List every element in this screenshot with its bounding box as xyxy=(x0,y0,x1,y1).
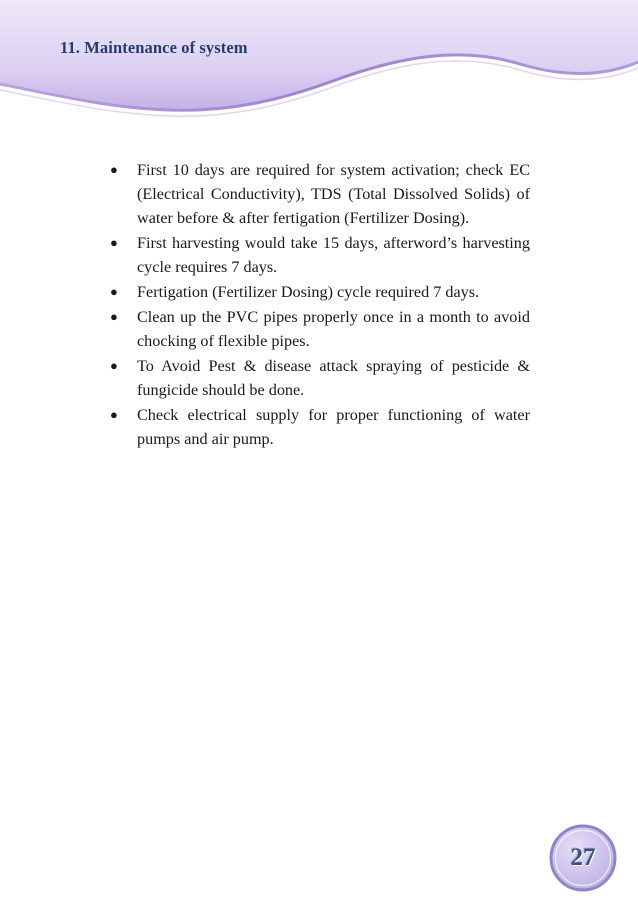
bullet-icon: ● xyxy=(110,284,118,299)
maintenance-content xyxy=(108,158,530,452)
list-item-text: Clean up the PVC pipes properly once in a month to avoid chocking of flexible pipes. xyxy=(137,308,530,350)
list-item-text: Check electrical supply for proper functioning of water pumps and air pump. xyxy=(137,406,530,448)
header-wave-decoration xyxy=(0,0,638,130)
list-item xyxy=(108,354,530,402)
bullet-icon: ● xyxy=(110,309,118,324)
list-item-text: First 10 days are required for system activation; check EC (Electrical Conductivity), TDS (Total Dissolved Solids) of water before & after fertigation (Fertilizer Dosing). xyxy=(137,161,530,227)
bullet-icon: ● xyxy=(110,358,118,373)
list-item-text: First harvesting would take 15 days, afterword’s harvesting cycle requires 7 days. xyxy=(137,234,530,276)
list-item-text: To Avoid Pest & disease attack spraying of pesticide & fungicide should be done. xyxy=(137,357,530,399)
section-title: 11. Maintenance of system xyxy=(60,38,248,57)
bullet-icon: ● xyxy=(110,162,118,177)
list-item-text: Fertigation (Fertilizer Dosing) cycle required 7 days. xyxy=(137,283,480,301)
list-item xyxy=(108,158,530,230)
bullet-icon: ● xyxy=(110,235,118,250)
list-item xyxy=(108,305,530,353)
bullet-icon: ● xyxy=(110,407,118,422)
list-item xyxy=(108,403,530,451)
list-item xyxy=(108,280,530,304)
maintenance-bullet-list xyxy=(108,158,530,451)
page-number: 27 xyxy=(570,844,596,871)
list-item xyxy=(108,231,530,279)
